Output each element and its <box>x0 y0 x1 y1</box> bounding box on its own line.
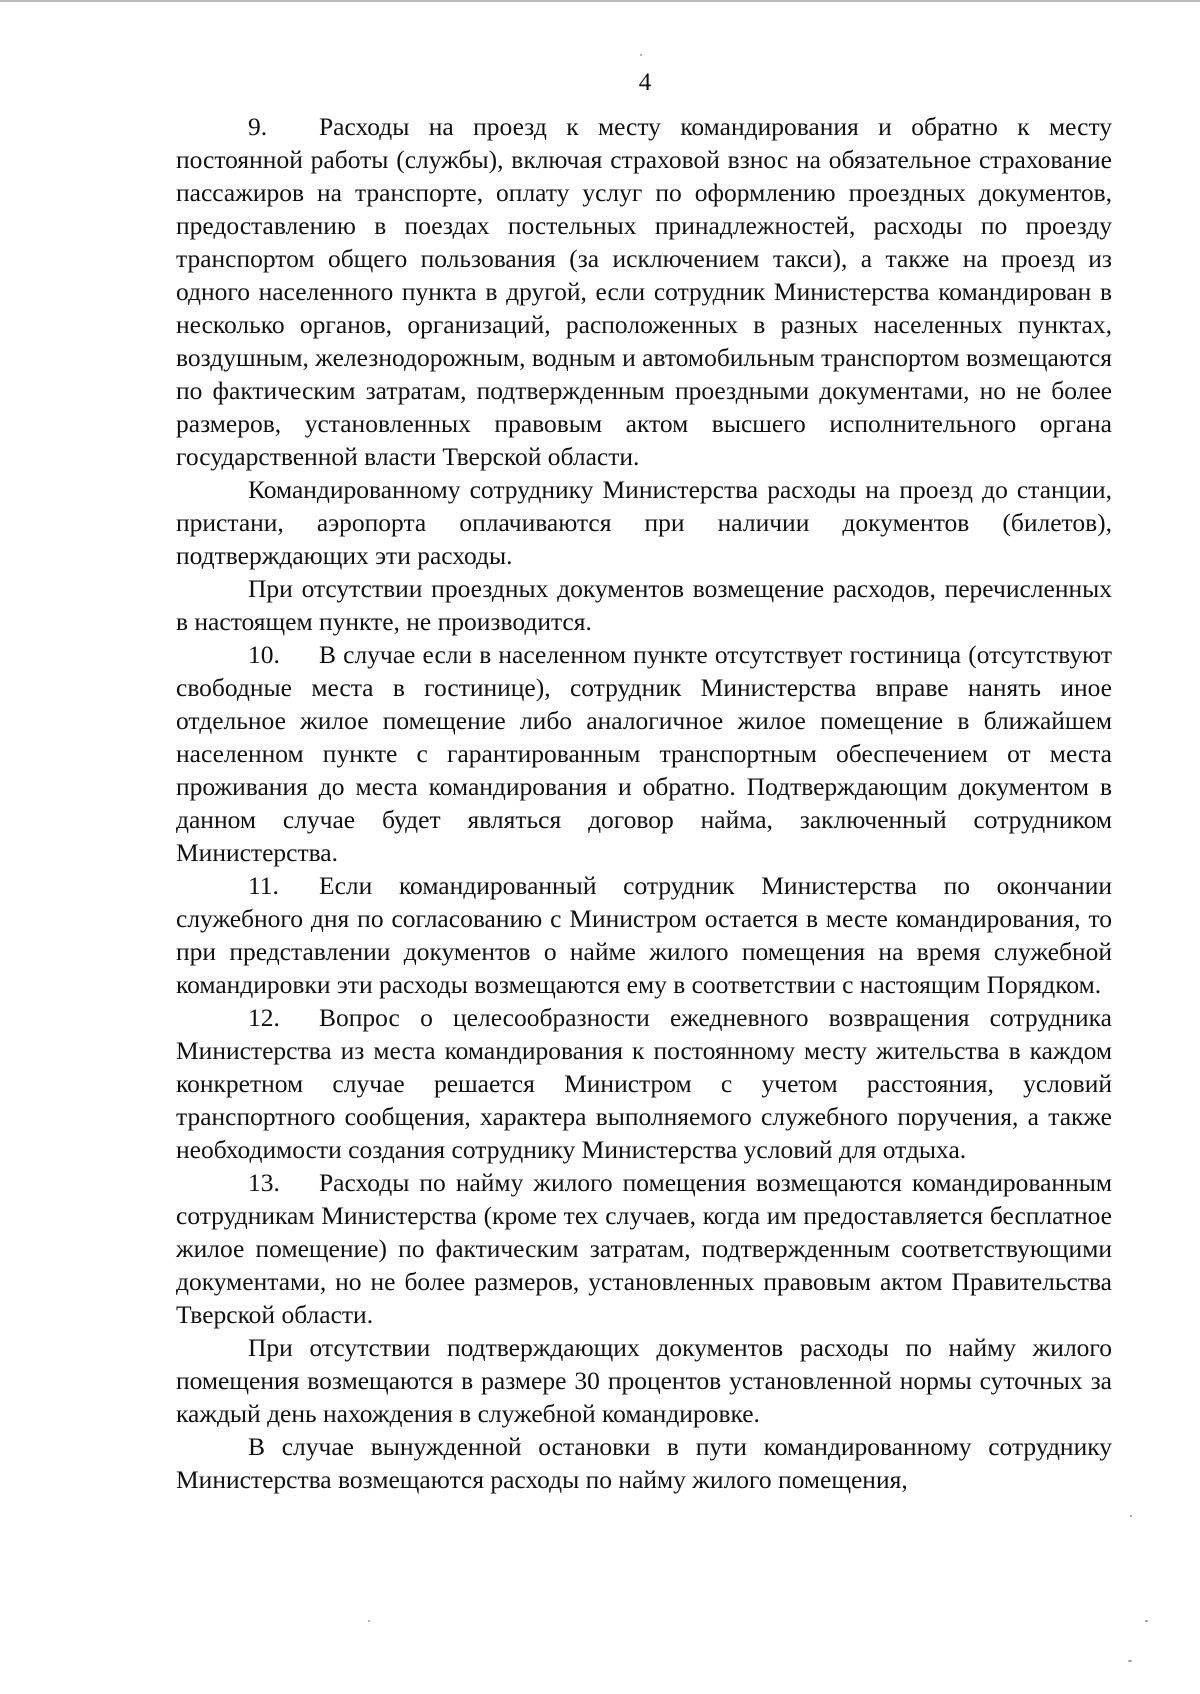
paragraph-number: 10. <box>248 640 280 669</box>
paragraph-text: При отсутствии проездных документов возмещение расходов, перечисленных в настоящем пункте, не производится. <box>176 574 1112 636</box>
paragraph-9-no-documents <box>176 572 1112 638</box>
paragraph-text: В случае вынужденной остановки в пути командированному сотруднику Министерства возмещаются расходы по найму жилого помещения, <box>176 1432 1112 1494</box>
paragraph-13 <box>176 1166 1112 1331</box>
paragraph-12 <box>176 1001 1112 1166</box>
scan-speck <box>368 1620 370 1622</box>
paragraph-13-no-documents <box>176 1331 1112 1430</box>
scan-speck <box>1128 1660 1132 1662</box>
paragraph-text: Командированному сотруднику Министерства расходы на проезд до станции, пристани, аэропорта оплачиваются при наличии документов (билетов), подтверждающих эти расходы. <box>176 475 1112 570</box>
paragraph-number: 11. <box>248 871 279 900</box>
page-number: 4 <box>638 69 652 96</box>
paragraph-9 <box>176 110 1112 473</box>
paragraph-text: При отсутствии подтверждающих документов расходы по найму жилого помещения возмещаются в размере 30 процентов установленной нормы суточных за каждый день нахождения в служебной командировке. <box>176 1333 1112 1428</box>
paragraph-text: Вопрос о целесообразности ежедневного возвращения сотрудника Министерства из места командирования к постоянному месту жительства в каждом конкретном случае решается Министром с учетом расстояния, условий транспортного сообщения, характера выполняемого служебного поручения, а также необходимости создания сотруднику Министерства условий для отдыха. <box>176 1003 1112 1164</box>
scan-speck <box>1130 1515 1132 1517</box>
page-top-edge <box>0 0 1200 2</box>
paragraph-number: 13. <box>248 1168 280 1197</box>
paragraph-text: В случае если в населенном пункте отсутствует гостиница (отсутствуют свободные места в гостинице), сотрудник Министерства вправе нанять иное отдельное жилое помещение либо аналогичное жилое помещение в ближайшем населенном пункте с гарантированным транспортным обеспечением от места проживания до места командирования и обратно. Подтверждающим документом в данном случае будет являться договор найма, заключенный сотрудником Министерства. <box>176 640 1112 867</box>
paragraph-number: 12. <box>248 1003 280 1032</box>
scan-speck <box>640 54 642 56</box>
paragraph-text: Расходы по найму жилого помещения возмещаются командированным сотрудникам Министерства (кроме тех случаев, когда им предоставляется бесплатное жилое помещение) по фактическим затратам, подтвержденным соответствующими документами, но не более размеров, установленных правовым актом Правительства Тверской области. <box>176 1168 1112 1329</box>
paragraph-text: Расходы на проезд к месту командирования и обратно к месту постоянной работы (службы), включая страховой взнос на обязательное страхование пассажиров на транспорте, оплату услуг по оформлению проездных документов, предоставлению в поездах постельных принадлежностей, расходы по проезду транспортом общего пользования (за исключением такси), а также на проезд из одного населенного пункта в другой, если сотрудник Министерства командирован в несколько органов, организаций, расположенных в разных населенных пунктах, воздушным, железнодорожным, водным и автомобильным транспортом возмещаются по фактическим затратам, подтвержденным проездными документами, но не более размеров, установленных правовым актом высшего исполнительного органа государственной власти Тверской области. <box>176 112 1112 471</box>
paragraph-number: 9. <box>248 112 268 141</box>
scan-speck <box>1145 1620 1148 1622</box>
paragraph-11 <box>176 869 1112 1001</box>
paragraph-13-forced-stop <box>176 1430 1112 1496</box>
paragraph-9-travel-to-station <box>176 473 1112 572</box>
paragraph-text: Если командированный сотрудник Министерства по окончании служебного дня по согласованию с Министром остается в месте командирования, то при представлении документов о найме жилого помещения на время служебной командировки эти расходы возмещаются ему в соответствии с настоящим Порядком. <box>176 871 1112 999</box>
paragraph-10 <box>176 638 1112 869</box>
document-body <box>176 110 1112 1496</box>
